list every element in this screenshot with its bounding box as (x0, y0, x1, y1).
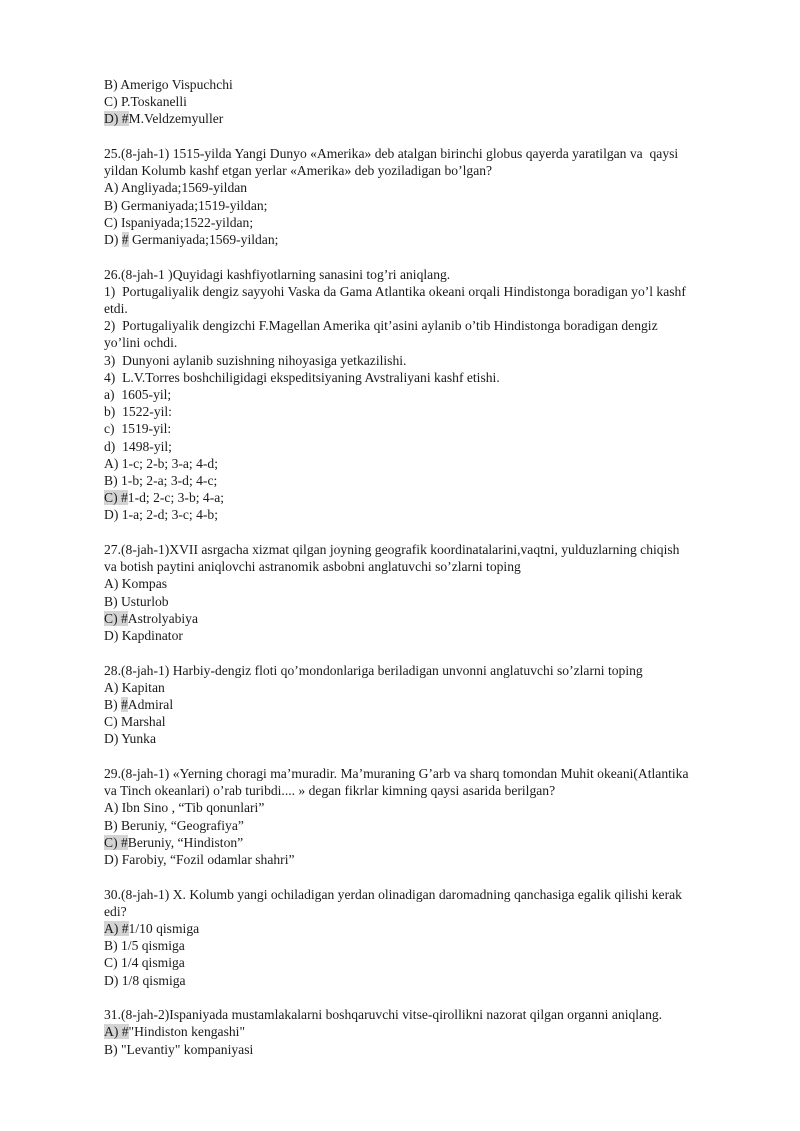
answer-option-text: D) Kapdinator (104, 628, 183, 644)
answer-marker-highlight: C) # (104, 834, 128, 850)
answer-option-text: D) Farobiy, “Fozil odamlar shahri” (104, 852, 295, 868)
answer-marker-highlight: D) # (104, 111, 129, 127)
question-text-line: 1) Portugaliyalik dengiz sayyohi Vaska da Gama Atlantika okeani orqali Hindistonga boradigan yo’l kashf (104, 283, 686, 299)
answer-option-text: B) Amerigo Vispuchchi (104, 77, 233, 92)
answer-option-text: B) (104, 697, 121, 713)
answer-option-text: A) 1-c; 2-b; 3-a; 4-d; (104, 455, 219, 471)
answer-option-text: C) 1/4 qismiga (104, 955, 185, 971)
question-text-line: 4) L.V.Torres boshchiligidagi ekspeditsiyaning Avstraliyani kashf etishi. (104, 369, 500, 385)
question-block-q25 (104, 145, 744, 248)
answer-option-text: C) Marshal (104, 714, 166, 730)
question-text-line: 25.(8-jah-1) 1515-yilda Yangi Dunyo «Amerika» deb atalgan birinchi globus qayerda yaratilgan va qaysi (104, 146, 679, 161)
question-block-q28 (104, 662, 744, 748)
answer-option-text: M.Veldzemyuller (128, 111, 224, 127)
block-spacer (104, 524, 744, 541)
block-spacer (104, 128, 744, 145)
answer-option (104, 627, 744, 644)
answer-marker-highlight: # (121, 697, 128, 713)
answer-option-text: B) 1/5 qismiga (104, 938, 185, 954)
answer-option (104, 489, 744, 506)
question-block-q24-tail (104, 76, 744, 128)
answer-option (104, 506, 744, 523)
answer-option-text: B) Usturlob (104, 593, 169, 609)
question-block-q26 (104, 266, 744, 524)
block-spacer (104, 248, 744, 265)
question-text-line: c) 1519-yil: (104, 421, 172, 437)
answer-marker-highlight: A) # (104, 1024, 129, 1040)
answer-marker-highlight: A) # (104, 921, 129, 937)
answer-option-text: B) 1-b; 2-a; 3-d; 4-c; (104, 473, 218, 489)
answer-marker-highlight: # (121, 232, 129, 248)
question-block-q27 (104, 541, 744, 644)
question-block-q29 (104, 765, 744, 868)
answer-option (104, 817, 744, 834)
answer-option (104, 197, 744, 214)
question-block-q31 (104, 1006, 744, 1058)
question-text-line: 31.(8-jah-2)Ispaniyada mustamlakalarni boshqaruvchi vitse-qirollikni nazorat qilgan organni aniqlang. (104, 1007, 663, 1023)
answer-option (104, 851, 744, 868)
question-text-line: a) 1605-yil; (104, 387, 172, 403)
answer-option-text: 1-d; 2-c; 3-b; 4-a; (127, 490, 225, 506)
answer-option-text: Astrolyabiya (127, 610, 199, 626)
question-text-line: d) 1498-yil; (104, 438, 172, 454)
answer-option-text: C) Ispaniyada;1522-yildan; (104, 214, 254, 230)
answer-option (104, 179, 744, 196)
answer-option-text: B) Beruniy, “Geografiya” (104, 817, 244, 833)
answer-option (104, 937, 744, 954)
answer-option-text: A) Ibn Sino , “Tib qonunlari” (104, 800, 265, 816)
block-spacer (104, 868, 744, 885)
question-text-line: 2) Portugaliyalik dengizchi F.Magellan Amerika qit’asini aylanib o’tib Hindistonga boradigan dengiz (104, 318, 658, 334)
question-text-line: yildan Kolumb kashf etgan yerlar «Amerika» deb yoziladigan bo’lgan? (104, 163, 493, 179)
question-text-line: 27.(8-jah-1)XVII asrgacha xizmat qilgan joyning geografik koordinatalarini,vaqtni, yulduzlarning chiqish (104, 542, 680, 558)
answer-option (104, 1041, 744, 1058)
answer-option-text: C) P.Toskanelli (104, 94, 187, 110)
answer-option (104, 799, 744, 816)
answer-option-text: A) Kompas (104, 576, 168, 592)
answer-marker-highlight: C) # (104, 490, 128, 506)
answer-option (104, 696, 744, 713)
answer-option-text: B) Germaniyada;1519-yildan; (104, 197, 268, 213)
answer-option-text: Beruniy, “Hindiston” (127, 834, 244, 850)
answer-option (104, 455, 744, 472)
question-text-line: b) 1522-yil: (104, 404, 172, 420)
question-text-line: va Tinch okeanlari) o’rab turibdi.... » degan fikrlar kimning qaysi asarida berilgan? (104, 783, 556, 799)
answer-option-text: B) "Levantiy" kompaniyasi (104, 1041, 254, 1057)
answer-option-text: Admiral (127, 697, 174, 713)
answer-option (104, 76, 744, 93)
answer-option-text: "Hindiston kengashi" (128, 1024, 245, 1040)
answer-option (104, 954, 744, 971)
block-spacer (104, 989, 744, 1006)
answer-option-text: Germaniyada;1569-yildan; (128, 232, 279, 248)
document-page (104, 76, 744, 1058)
question-text-line: 3) Dunyoni aylanib suzishning nihoyasiga yetkazilishi. (104, 352, 407, 368)
answer-marker-highlight: C) # (104, 610, 128, 626)
answer-option-text: D) Yunka (104, 731, 156, 747)
answer-option-text: D) 1/8 qismiga (104, 972, 186, 988)
question-text-line: edi? (104, 903, 127, 919)
answer-option (104, 593, 744, 610)
question-text-line: 28.(8-jah-1) Harbiy-dengiz floti qo’mondonlariga beriladigan unvonni anglatuvchi so’zlarni toping (104, 662, 643, 678)
answer-option (104, 713, 744, 730)
answer-option (104, 93, 744, 110)
answer-option (104, 834, 744, 851)
answer-option-text: D) (104, 232, 122, 248)
answer-option (104, 972, 744, 989)
answer-option-text: 1/10 qismiga (128, 921, 200, 937)
question-text-line: 26.(8-jah-1 )Quyidagi kashfiyotlarning sanasini tog’ri aniqlang. (104, 266, 451, 282)
answer-option (104, 730, 744, 747)
answer-option (104, 610, 744, 627)
answer-option (104, 110, 744, 127)
answer-option (104, 679, 744, 696)
answer-option-text: A) Kapitan (104, 679, 165, 695)
answer-option (104, 575, 744, 592)
answer-option-text: A) Angliyada;1569-yildan (104, 180, 248, 196)
answer-option (104, 920, 744, 937)
question-text-line: yo’lini ochdi. (104, 335, 178, 351)
question-text-line: etdi. (104, 301, 128, 317)
question-text-line: va botish paytini aniqlovchi astranomik asbobni anglatuvchi so’zlarni toping (104, 559, 521, 575)
answer-option (104, 231, 744, 248)
block-spacer (104, 748, 744, 765)
question-text-line: 29.(8-jah-1) «Yerning choragi ma’muradir. Ma’muraning G’arb va sharq tomondan Muhit okeani(Atlantika (104, 766, 689, 782)
answer-option (104, 214, 744, 231)
answer-option (104, 1023, 744, 1040)
question-block-q30 (104, 886, 744, 989)
answer-option (104, 472, 744, 489)
answer-option-text: D) 1-a; 2-d; 3-c; 4-b; (104, 507, 219, 523)
block-spacer (104, 644, 744, 661)
question-text-line: 30.(8-jah-1) X. Kolumb yangi ochiladigan yerdan olinadigan daromadning qanchasiga egalik qilishi kerak (104, 886, 682, 902)
